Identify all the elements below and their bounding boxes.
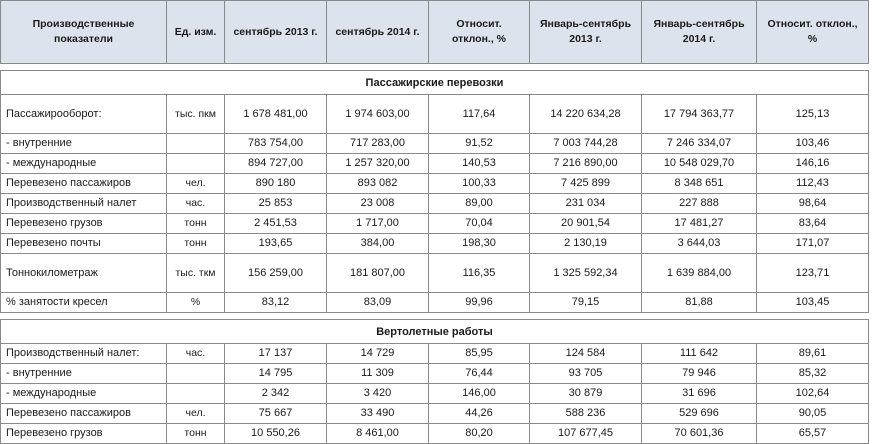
row-unit: тонн — [167, 424, 225, 444]
cell-sep-2013: 890 180 — [225, 174, 327, 194]
section-spacer — [1, 313, 869, 320]
header-sep-2014: сентябрь 2014 г. — [327, 1, 429, 64]
table-row — [1, 404, 869, 424]
cell-jan-sep-2014: 10 548 029,70 — [642, 154, 757, 174]
cell-jan-sep-2014: 31 696 — [642, 384, 757, 404]
row-label: - внутренние — [1, 364, 167, 384]
cell-jan-sep-2014: 81,88 — [642, 293, 757, 313]
cell-jan-sep-2013: 20 901,54 — [530, 214, 642, 234]
header-unit: Ед. изм. — [167, 1, 225, 64]
cell-jan-sep-2014: 227 888 — [642, 194, 757, 214]
header-rel-dev-month: Относит. отклон., % — [429, 1, 530, 64]
cell-jan-sep-2013: 7 425 899 — [530, 174, 642, 194]
row-label: % занятости кресел — [1, 293, 167, 313]
cell-rel-dev-month: 99,96 — [429, 293, 530, 313]
cell-rel-dev-month: 140,53 — [429, 154, 530, 174]
cell-rel-dev-month: 117,64 — [429, 95, 530, 134]
cell-sep-2013: 2 451,53 — [225, 214, 327, 234]
table-body — [1, 64, 869, 444]
row-label: Производственный налет: — [1, 344, 167, 364]
table-row — [1, 384, 869, 404]
cell-sep-2014: 33 490 — [327, 404, 429, 424]
row-label: Пассажирооборот: — [1, 95, 167, 134]
section-title: Вертолетные работы — [1, 320, 869, 344]
row-unit: тонн — [167, 234, 225, 254]
cell-sep-2013: 83,12 — [225, 293, 327, 313]
cell-sep-2013: 156 259,00 — [225, 254, 327, 293]
row-unit: тыс. пкм — [167, 95, 225, 134]
cell-rel-dev-month: 89,00 — [429, 194, 530, 214]
cell-sep-2013: 10 550,26 — [225, 424, 327, 444]
cell-jan-sep-2014: 8 348 651 — [642, 174, 757, 194]
table-row — [1, 344, 869, 364]
cell-sep-2014: 717 283,00 — [327, 134, 429, 154]
cell-rel-dev-month: 146,00 — [429, 384, 530, 404]
cell-jan-sep-2013: 93 705 — [530, 364, 642, 384]
section-title-row — [1, 320, 869, 344]
cell-rel-dev-period: 98,64 — [757, 194, 869, 214]
cell-sep-2014: 1 974 603,00 — [327, 95, 429, 134]
section-spacer-cell — [1, 313, 869, 320]
row-label: Производственный налет — [1, 194, 167, 214]
row-unit: тонн — [167, 214, 225, 234]
cell-rel-dev-period: 103,46 — [757, 134, 869, 154]
cell-jan-sep-2013: 1 325 592,34 — [530, 254, 642, 293]
cell-jan-sep-2014: 529 696 — [642, 404, 757, 424]
cell-sep-2014: 8 461,00 — [327, 424, 429, 444]
row-label: Перевезено грузов — [1, 214, 167, 234]
cell-jan-sep-2014: 79 946 — [642, 364, 757, 384]
section-spacer — [1, 64, 869, 71]
cell-rel-dev-month: 80,20 — [429, 424, 530, 444]
cell-jan-sep-2013: 124 584 — [530, 344, 642, 364]
cell-sep-2013: 193,65 — [225, 234, 327, 254]
cell-rel-dev-month: 116,35 — [429, 254, 530, 293]
cell-rel-dev-month: 100,33 — [429, 174, 530, 194]
section-title: Пассажирские перевозки — [1, 71, 869, 95]
cell-rel-dev-month: 70,04 — [429, 214, 530, 234]
cell-jan-sep-2013: 79,15 — [530, 293, 642, 313]
cell-jan-sep-2013: 231 034 — [530, 194, 642, 214]
cell-jan-sep-2013: 14 220 634,28 — [530, 95, 642, 134]
table-row — [1, 194, 869, 214]
cell-sep-2014: 11 309 — [327, 364, 429, 384]
header-jan-sep-2013: Январь-сентябрь 2013 г. — [530, 1, 642, 64]
table-row — [1, 234, 869, 254]
table-header-row — [1, 1, 869, 64]
row-label: - внутренние — [1, 134, 167, 154]
row-unit: чел. — [167, 174, 225, 194]
table-row — [1, 174, 869, 194]
cell-sep-2014: 14 729 — [327, 344, 429, 364]
section-title-row — [1, 71, 869, 95]
cell-rel-dev-period: 89,61 — [757, 344, 869, 364]
table-row — [1, 214, 869, 234]
cell-jan-sep-2014: 70 601,36 — [642, 424, 757, 444]
cell-rel-dev-period: 65,57 — [757, 424, 869, 444]
row-label: Тоннокилометраж — [1, 254, 167, 293]
row-label: Перевезено грузов — [1, 424, 167, 444]
cell-jan-sep-2014: 7 246 334,07 — [642, 134, 757, 154]
row-label: - международные — [1, 384, 167, 404]
cell-rel-dev-period: 146,16 — [757, 154, 869, 174]
cell-rel-dev-period: 123,71 — [757, 254, 869, 293]
cell-rel-dev-period: 171,07 — [757, 234, 869, 254]
header-indicators: Производственные показатели — [1, 1, 167, 64]
cell-jan-sep-2013: 588 236 — [530, 404, 642, 424]
cell-sep-2014: 181 807,00 — [327, 254, 429, 293]
cell-sep-2013: 894 727,00 — [225, 154, 327, 174]
row-label: Перевезено пассажиров — [1, 174, 167, 194]
cell-sep-2014: 384,00 — [327, 234, 429, 254]
row-label: Перевезено пассажиров — [1, 404, 167, 424]
cell-jan-sep-2014: 17 794 363,77 — [642, 95, 757, 134]
cell-sep-2014: 3 420 — [327, 384, 429, 404]
cell-jan-sep-2013: 7 216 890,00 — [530, 154, 642, 174]
cell-sep-2014: 1 257 320,00 — [327, 154, 429, 174]
cell-sep-2014: 1 717,00 — [327, 214, 429, 234]
cell-rel-dev-period: 102,64 — [757, 384, 869, 404]
cell-rel-dev-month: 198,30 — [429, 234, 530, 254]
cell-sep-2013: 1 678 481,00 — [225, 95, 327, 134]
cell-sep-2014: 23 008 — [327, 194, 429, 214]
cell-jan-sep-2013: 2 130,19 — [530, 234, 642, 254]
header-rel-dev-period: Относит. отклон., % — [757, 1, 869, 64]
cell-rel-dev-period: 103,45 — [757, 293, 869, 313]
table-row — [1, 364, 869, 384]
cell-jan-sep-2014: 17 481,27 — [642, 214, 757, 234]
cell-jan-sep-2013: 30 879 — [530, 384, 642, 404]
section-spacer-cell — [1, 64, 869, 71]
row-unit — [167, 134, 225, 154]
cell-sep-2013: 2 342 — [225, 384, 327, 404]
cell-rel-dev-month: 91,52 — [429, 134, 530, 154]
cell-rel-dev-month: 44,26 — [429, 404, 530, 424]
cell-sep-2013: 75 667 — [225, 404, 327, 424]
row-unit: час. — [167, 344, 225, 364]
row-unit: тыс. ткм — [167, 254, 225, 293]
cell-sep-2013: 25 853 — [225, 194, 327, 214]
cell-sep-2013: 783 754,00 — [225, 134, 327, 154]
cell-jan-sep-2013: 107 677,45 — [530, 424, 642, 444]
row-unit — [167, 384, 225, 404]
table-row — [1, 154, 869, 174]
row-unit: час. — [167, 194, 225, 214]
cell-sep-2013: 14 795 — [225, 364, 327, 384]
cell-rel-dev-month: 85,95 — [429, 344, 530, 364]
header-sep-2013: сентябрь 2013 г. — [225, 1, 327, 64]
cell-sep-2014: 83,09 — [327, 293, 429, 313]
cell-rel-dev-month: 76,44 — [429, 364, 530, 384]
row-unit: % — [167, 293, 225, 313]
table-row — [1, 134, 869, 154]
cell-jan-sep-2014: 3 644,03 — [642, 234, 757, 254]
cell-rel-dev-period: 83,64 — [757, 214, 869, 234]
row-unit — [167, 364, 225, 384]
cell-jan-sep-2014: 111 642 — [642, 344, 757, 364]
cell-rel-dev-period: 112,43 — [757, 174, 869, 194]
table-row — [1, 424, 869, 444]
cell-sep-2014: 893 082 — [327, 174, 429, 194]
table-row — [1, 293, 869, 313]
cell-rel-dev-period: 125,13 — [757, 95, 869, 134]
row-label: - международные — [1, 154, 167, 174]
row-label: Перевезено почты — [1, 234, 167, 254]
table-row — [1, 254, 869, 293]
cell-sep-2013: 17 137 — [225, 344, 327, 364]
cell-rel-dev-period: 85,32 — [757, 364, 869, 384]
row-unit — [167, 154, 225, 174]
cell-jan-sep-2014: 1 639 884,00 — [642, 254, 757, 293]
table-row — [1, 95, 869, 134]
cell-rel-dev-period: 90,05 — [757, 404, 869, 424]
header-jan-sep-2014: Январь-сентябрь 2014 г. — [642, 1, 757, 64]
cell-jan-sep-2013: 7 003 744,28 — [530, 134, 642, 154]
row-unit: чел. — [167, 404, 225, 424]
